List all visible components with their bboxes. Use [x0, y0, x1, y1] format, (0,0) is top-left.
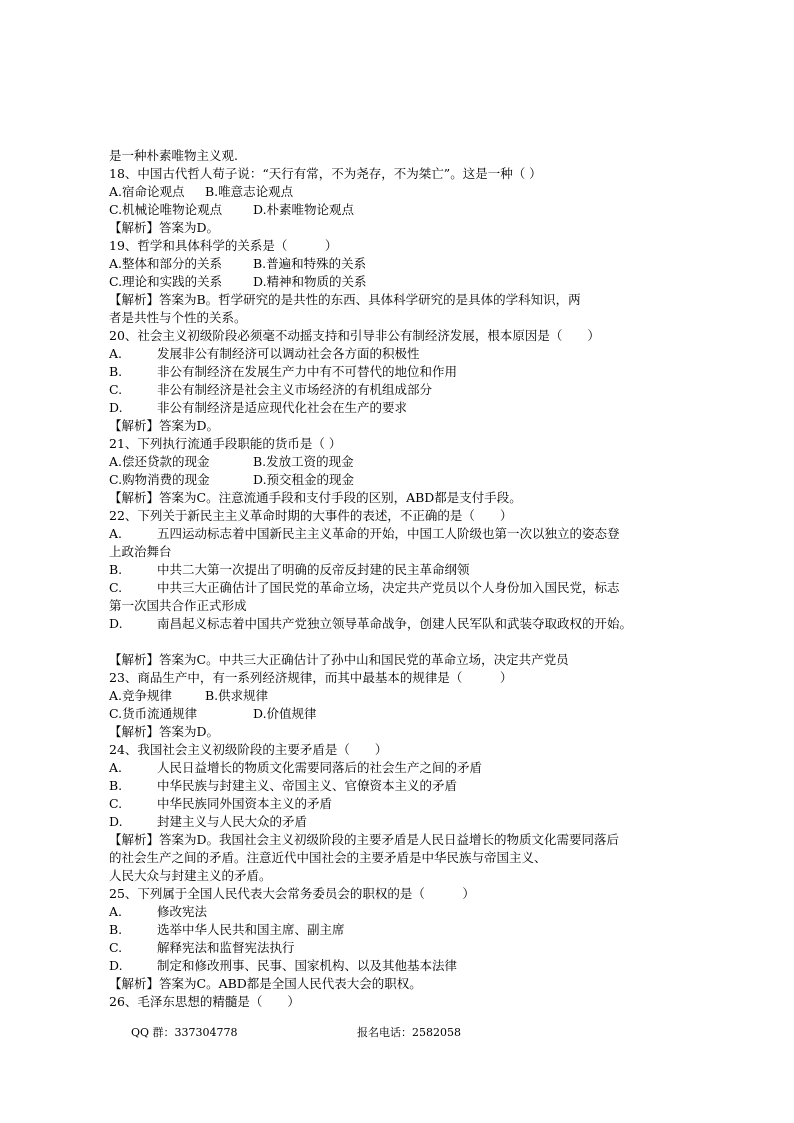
option-pair-line	[109, 201, 709, 219]
text-line: 【解析】答案为D。	[109, 724, 220, 739]
option-line	[109, 381, 709, 399]
option-line	[109, 363, 709, 381]
document-body	[109, 147, 709, 1011]
text-line: 第一次国共合作正式形成	[109, 598, 247, 613]
option-left: C.购物消费的现金	[109, 472, 210, 487]
option-pair-line	[109, 453, 709, 471]
text-line: 23、商品生产中，有一系列经济规律，而其中最基本的规律是（ ）	[109, 670, 513, 685]
option-line	[109, 525, 709, 543]
option-label: A.	[109, 760, 123, 775]
text-line: 18、中国古代哲人荀子说：“天行有常，不为尧存，不为桀亡”。这是一种（ ）	[109, 166, 542, 181]
text-line: 【解析】答案为D。我国社会主义初级阶段的主要矛盾是人民日益增长的物质文化需要同落后	[109, 832, 620, 847]
option-text: 非公有制经济在发展生产力中有不可替代的地位和作用	[157, 364, 458, 379]
option-right: B.发放工资的现金	[253, 454, 354, 469]
text-line: 【解析】答案为C。注意流通手段和支付手段的区别，ABD都是支付手段。	[109, 490, 522, 505]
option-right: D.朴素唯物论观点	[253, 202, 355, 217]
option-label: D.	[109, 814, 123, 829]
text-line: 21、下列执行流通手段职能的货币是（ ）	[109, 436, 342, 451]
option-text: 中共三大正确估计了国民党的革命立场，决定共产党员以个人身份加入国民党，标志	[157, 580, 620, 595]
option-line	[109, 345, 709, 363]
text-line: 【解析】答案为D。	[109, 418, 220, 433]
text-line: 20、社会主义初级阶段必须毫不动摇支持和引导非公有制经济发展，根本原因是（ ）	[109, 328, 600, 343]
option-right: B.唯意志论观点	[205, 184, 294, 199]
footer-qq-group: QQ 群：337304778	[131, 1026, 238, 1039]
blank-line	[109, 633, 709, 651]
option-line	[109, 615, 709, 633]
text-line: 26、毛泽东思想的精髓是（ ）	[109, 994, 300, 1009]
option-text: 人民日益增长的物质文化需要同落后的社会生产之间的矛盾	[157, 760, 483, 775]
option-label: B.	[109, 778, 123, 793]
option-label: D.	[109, 616, 123, 631]
option-text: 五四运动标志着中国新民主主义革命的开始，中国工人阶级也第一次以独立的姿态登	[157, 526, 620, 541]
option-line	[109, 939, 709, 957]
option-left: A.偿还贷款的现金	[109, 454, 210, 469]
text-line: 【解析】答案为C。中共三大正确估计了孙中山和国民党的革命立场，决定共产党员	[109, 652, 569, 667]
option-line	[109, 903, 709, 921]
option-line	[109, 759, 709, 777]
option-text: 非公有制经济是适应现代化社会在生产的要求	[157, 400, 408, 415]
option-label: A.	[109, 526, 123, 541]
option-text: 解释宪法和监督宪法执行	[157, 940, 295, 955]
text-line: 【解析】答案为B。哲学研究的是共性的东西、具体科学研究的是具体的学科知识，两	[109, 292, 581, 307]
option-right: B.供求规律	[205, 688, 269, 703]
option-label: B.	[109, 562, 123, 577]
option-label: A.	[109, 904, 123, 919]
option-line	[109, 813, 709, 831]
option-line	[109, 795, 709, 813]
option-right: D.预交租金的现金	[253, 472, 355, 487]
option-text: 中华民族同外国资本主义的矛盾	[157, 796, 333, 811]
option-label: B.	[109, 364, 123, 379]
option-pair-line	[109, 687, 709, 705]
text-line: 【解析】答案为C。ABD都是全国人民代表大会的职权。	[109, 976, 422, 991]
text-line: 人民大众与封建主义的矛盾。	[109, 868, 272, 883]
option-line	[109, 921, 709, 939]
option-text: 中共二大第一次提出了明确的反帝反封建的民主革命纲领	[157, 562, 470, 577]
option-label: C.	[109, 940, 123, 955]
text-line: 22、下列关于新民主主义革命时期的大事件的表述，不正确的是（ ）	[109, 508, 513, 523]
option-right: D.精神和物质的关系	[253, 274, 367, 289]
option-label: A.	[109, 346, 123, 361]
option-left: A.宿命论观点	[109, 184, 185, 199]
option-text: 南昌起义标志着中国共产党独立领导革命战争，创建人民军队和武装夺取政权的开始。	[157, 616, 633, 631]
option-line	[109, 579, 709, 597]
option-right: D.价值规律	[253, 706, 317, 721]
text-line: 上政治舞台	[109, 544, 172, 559]
option-line	[109, 561, 709, 579]
text-line: 19、哲学和具体科学的关系是（ ）	[109, 238, 338, 253]
option-pair-line	[109, 183, 709, 201]
option-label: D.	[109, 958, 123, 973]
option-pair-line	[109, 273, 709, 291]
option-text: 封建主义与人民大众的矛盾	[157, 814, 308, 829]
option-text: 选举中华人民共和国主席、副主席	[157, 922, 345, 937]
option-left: A.竞争规律	[109, 688, 173, 703]
option-line	[109, 399, 709, 417]
option-left: A.整体和部分的关系	[109, 256, 223, 271]
option-pair-line	[109, 255, 709, 273]
text-line: 的社会生产之间的矛盾。注意近代中国社会的主要矛盾是中华民族与帝国主义、	[109, 850, 547, 865]
footer-phone: 报名电话：2582058	[357, 1026, 461, 1039]
option-text: 制定和修改刑事、民事、国家机构、以及其他基本法律	[157, 958, 458, 973]
option-pair-line	[109, 471, 709, 489]
option-label: C.	[109, 580, 123, 595]
option-label: B.	[109, 922, 123, 937]
text-line: 【解析】答案为D。	[109, 220, 220, 235]
option-line	[109, 777, 709, 795]
option-left: C.货币流通规律	[109, 706, 198, 721]
option-text: 非公有制经济是社会主义市场经济的有机组成部分	[157, 382, 433, 397]
option-label: D.	[109, 400, 123, 415]
option-pair-line	[109, 705, 709, 723]
text-line: 是一种朴素唯物主义观.	[109, 148, 238, 163]
text-line: 25、下列属于全国人民代表大会常务委员会的职权的是（ ）	[109, 886, 475, 901]
option-text: 中华民族与封建主义、帝国主义、官僚资本主义的矛盾	[157, 778, 458, 793]
text-line: 者是共性与个性的关系。	[109, 310, 247, 325]
option-line	[109, 957, 709, 975]
option-label: C.	[109, 382, 123, 397]
option-left: C.理论和实践的关系	[109, 274, 223, 289]
text-line: 24、我国社会主义初级阶段的主要矛盾是（ ）	[109, 742, 388, 757]
option-text: 修改宪法	[157, 904, 208, 919]
option-left: C.机械论唯物论观点	[109, 202, 223, 217]
option-right: B.普遍和特殊的关系	[253, 256, 367, 271]
option-label: C.	[109, 796, 123, 811]
option-text: 发展非公有制经济可以调动社会各方面的积极性	[157, 346, 420, 361]
